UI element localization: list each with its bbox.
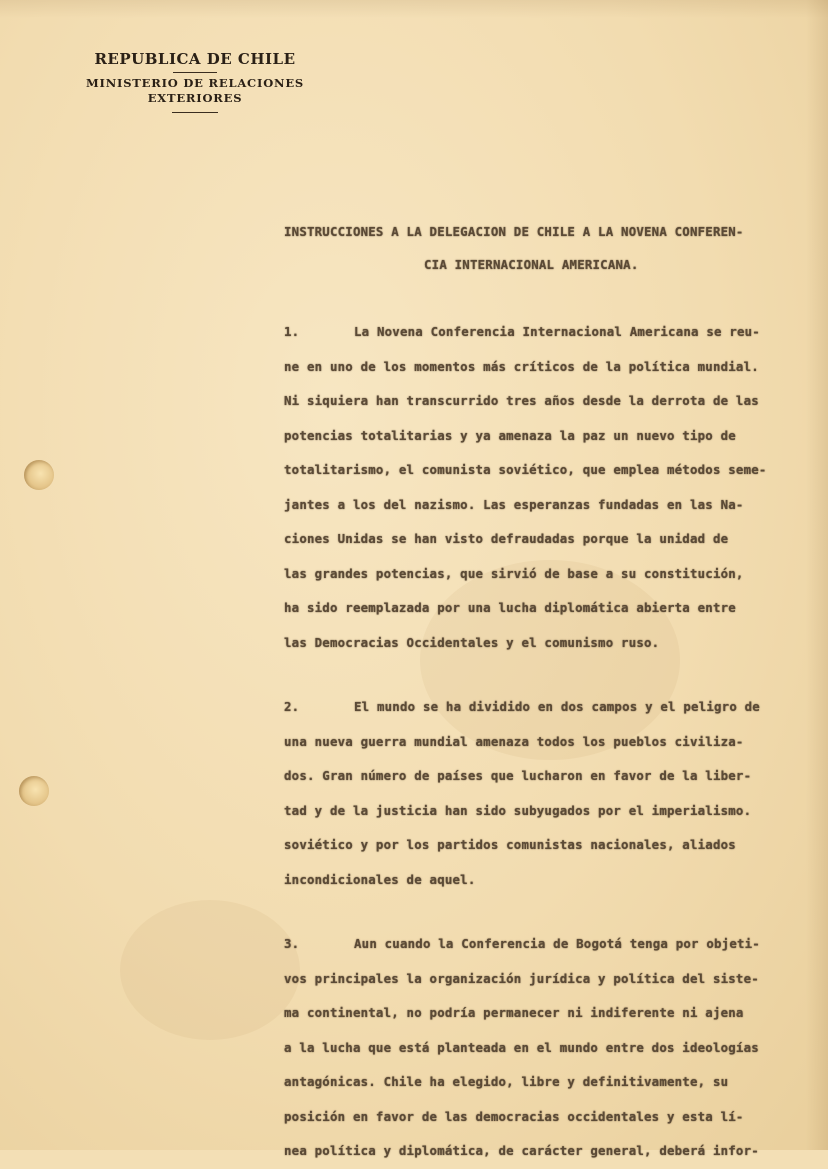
text-line xyxy=(284,350,802,385)
page-top-shadow xyxy=(0,0,828,18)
letterhead-ministry: MINISTERIO DE RELACIONES xyxy=(86,76,304,90)
page-edge-shadow xyxy=(806,0,828,1150)
paragraph-2 xyxy=(284,690,802,897)
text-line xyxy=(284,927,802,962)
paragraph-number: 1. xyxy=(284,324,300,339)
text-line xyxy=(284,863,802,898)
punch-hole-top xyxy=(24,460,54,490)
line-text: vos principales la organización jurídica y política del siste- xyxy=(284,970,759,986)
line-text: totalitarismo, el comunista soviético, que emplea métodos seme- xyxy=(284,462,767,477)
line-text: una nueva guerra mundial amenaza todos los pueblos civiliza- xyxy=(284,733,744,749)
paragraphs xyxy=(284,315,802,1169)
line-text: a la lucha que está planteada en el mundo entre dos ideologías xyxy=(284,1039,759,1055)
text-line xyxy=(284,828,802,863)
line-text: El mundo se ha dividido en dos campos y el peligro de xyxy=(354,699,760,714)
text-line xyxy=(284,384,802,419)
line-text: ha sido reemplazada por una lucha diplomática abierta entre xyxy=(284,600,736,615)
text-line xyxy=(284,1065,802,1100)
text-line xyxy=(284,453,802,488)
line-text: nea política y diplomática, de carácter general, deberá infor- xyxy=(284,1143,759,1158)
text-line xyxy=(284,1134,802,1169)
text-line xyxy=(284,419,802,454)
line-text: jantes a los del nazismo. Las esperanzas fundadas en las Na- xyxy=(284,496,744,512)
line-text: las Democracias Occidentales y el comunismo ruso. xyxy=(284,634,660,650)
paper-stain xyxy=(120,900,300,1040)
line-text: dos. Gran número de países que lucharon en favor de la liber- xyxy=(284,768,752,783)
typed-body xyxy=(284,215,802,1169)
text-line xyxy=(284,690,802,725)
text-line xyxy=(284,759,802,794)
text-line xyxy=(284,488,802,523)
line-text: antagónicas. Chile ha elegido, libre y definitivamente, su xyxy=(284,1074,729,1089)
text-line xyxy=(284,591,802,626)
punch-hole-bottom xyxy=(19,776,49,806)
text-line xyxy=(284,557,802,592)
document-heading-line-1: INSTRUCCIONES A LA DELEGACION DE CHILE A LA NOVENA CONFEREN- xyxy=(284,224,744,239)
paragraph-number: 2. xyxy=(284,699,300,714)
line-text: Ni siquiera han transcurrido tres años desde la derrota de las xyxy=(284,393,759,408)
line-text: soviético y por los partidos comunistas nacionales, aliados xyxy=(284,837,736,852)
line-text: La Novena Conferencia Internacional Americana se reu- xyxy=(354,324,760,339)
paragraph-1 xyxy=(284,315,802,660)
document-heading-line-2: CIA INTERNACIONAL AMERICANA. xyxy=(424,257,639,272)
line-text: posición en favor de las democracias occidentales y esta lí- xyxy=(284,1108,744,1124)
paragraph-3 xyxy=(284,927,802,1169)
text-line xyxy=(284,1031,802,1066)
text-line xyxy=(284,962,802,997)
line-text: ne en uno de los momentos más críticos de la política mundial. xyxy=(284,358,759,374)
letterhead-rule xyxy=(173,72,217,73)
line-text: potencias totalitarias y ya amenaza la paz un nuevo tipo de xyxy=(284,427,736,443)
line-text: ciones Unidas se han visto defraudadas porque la unidad de xyxy=(284,531,729,546)
letterhead xyxy=(70,50,320,113)
line-text: las grandes potencias, que sirvió de base a su constitución, xyxy=(284,565,744,581)
line-text: Aun cuando la Conferencia de Bogotá tenga por objeti- xyxy=(354,936,760,951)
text-line xyxy=(284,794,802,829)
letterhead-rule-bottom xyxy=(172,112,218,113)
line-text: tad y de la justicia han sido subyugados por el imperialismo. xyxy=(284,802,752,818)
paragraph-number: 3. xyxy=(284,936,300,951)
text-line xyxy=(284,1100,802,1135)
line-text: incondicionales de aquel. xyxy=(284,871,476,887)
text-line xyxy=(284,996,802,1031)
letterhead-ministry-cont: EXTERIORES xyxy=(147,91,243,105)
text-line xyxy=(284,725,802,760)
text-line xyxy=(284,522,802,557)
line-text: ma continental, no podría permanecer ni indiferente ni ajena xyxy=(284,1005,744,1020)
text-line xyxy=(284,315,802,350)
letterhead-country: REPUBLICA DE CHILE xyxy=(94,50,296,68)
text-line xyxy=(284,626,802,661)
